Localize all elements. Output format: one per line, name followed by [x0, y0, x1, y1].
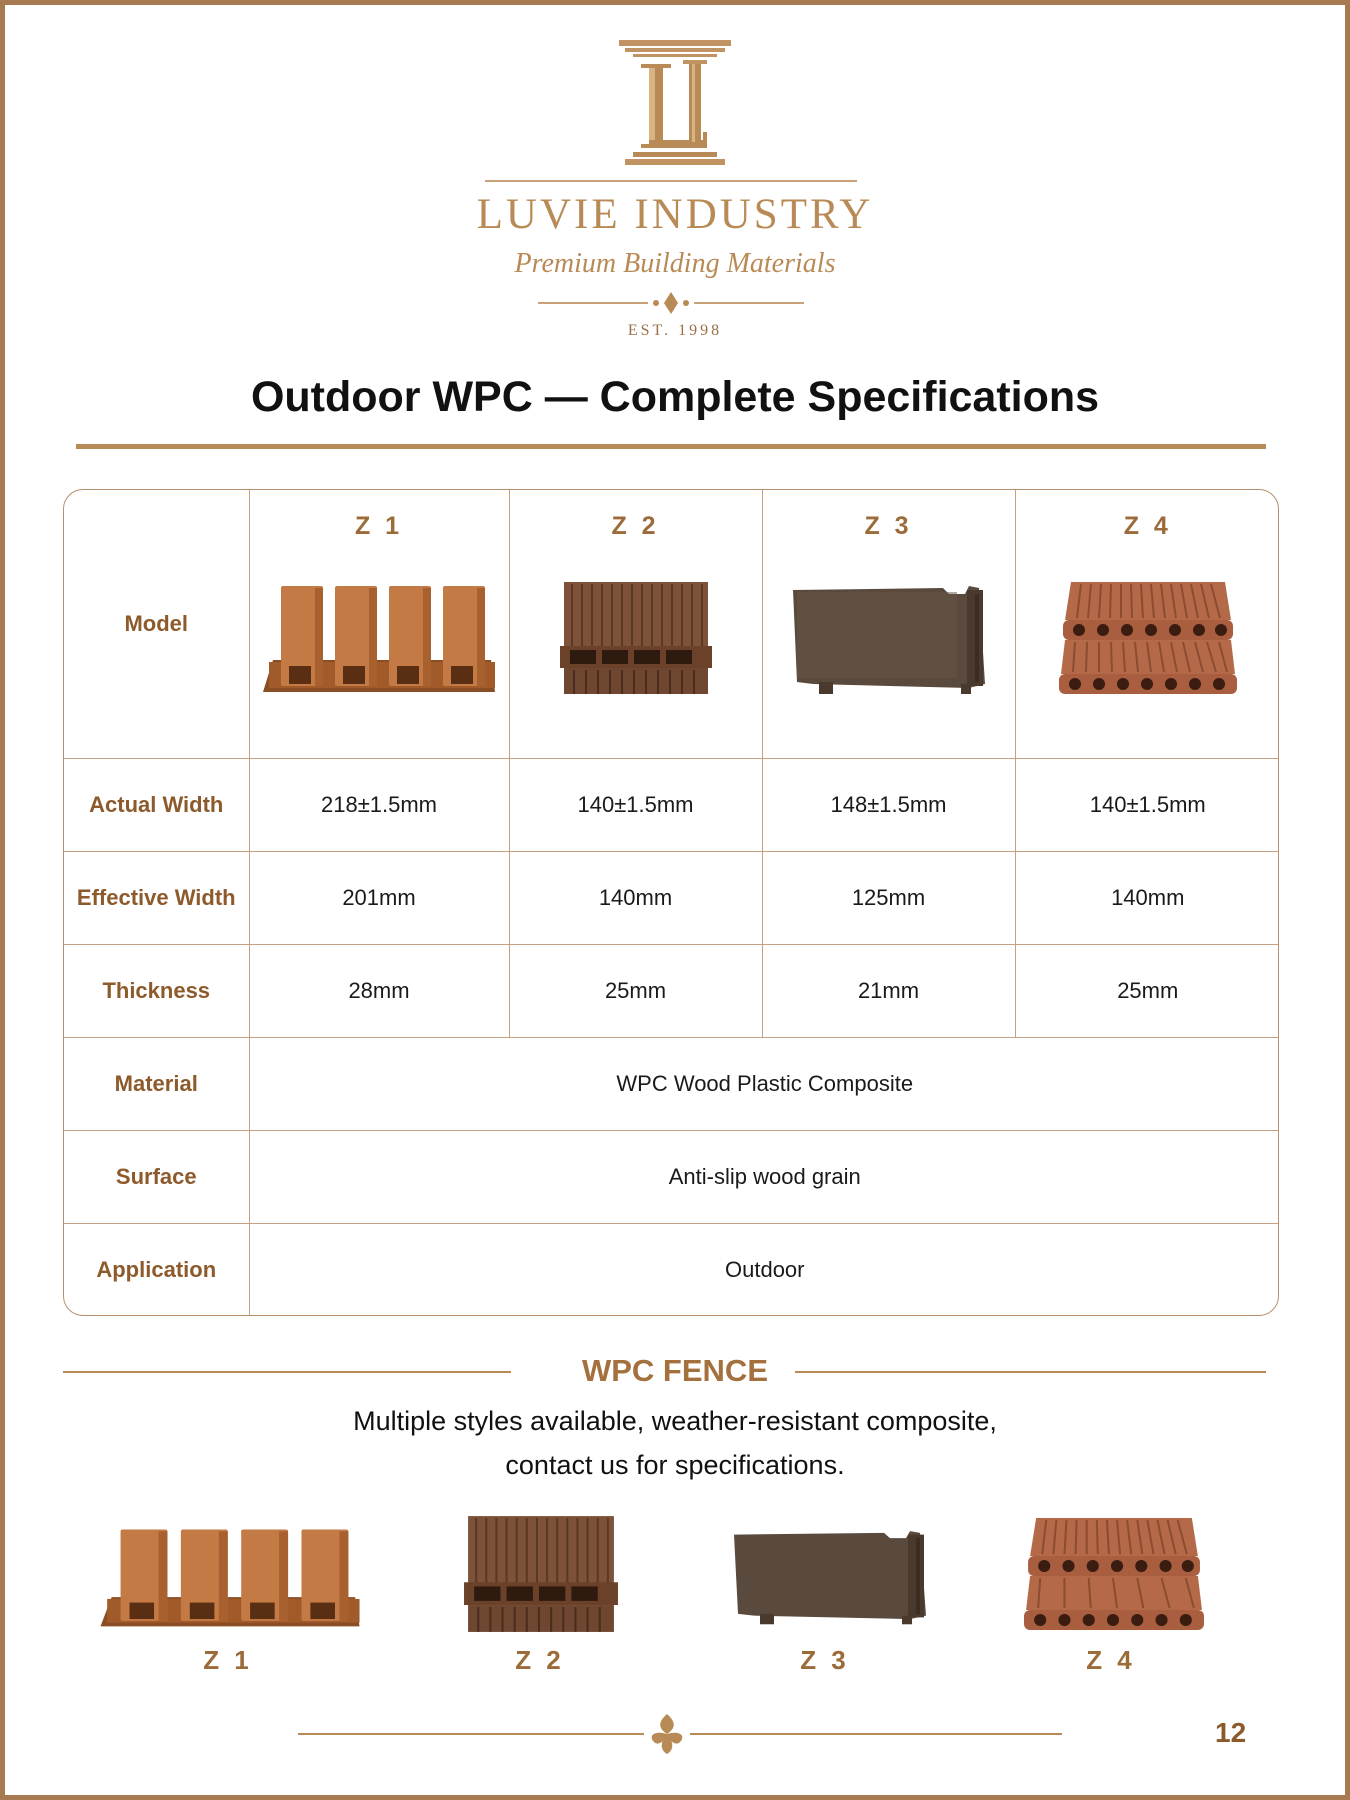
- page-number: 12: [1215, 1717, 1247, 1748]
- row-label-thickness: Thickness: [64, 944, 249, 1037]
- established-year: EST. 1998: [627, 322, 723, 339]
- fence-label-z1: Z 1: [203, 1645, 253, 1675]
- cell-value: 28mm: [249, 944, 509, 1037]
- model-name: Z 1: [354, 512, 404, 540]
- row-label-application: Application: [64, 1223, 249, 1316]
- cell-value: 140±1.5mm: [509, 758, 762, 851]
- header-divider-top: [485, 180, 857, 182]
- brand-name: LUVIE INDUSTRY: [476, 191, 874, 238]
- row-label-effective-width: Effective Width: [64, 851, 249, 944]
- model-cell-z4: [1015, 490, 1279, 758]
- cell-value: 218±1.5mm: [249, 758, 509, 851]
- model-cell-z2: [509, 490, 762, 758]
- cell-value: Anti-slip wood grain: [249, 1130, 1279, 1223]
- title-underline: [76, 444, 1266, 449]
- page-title: Outdoor WPC — Complete Specifications: [250, 373, 1100, 421]
- fence-z2-image: [462, 1514, 620, 1634]
- table-row-thickness: [64, 944, 1279, 1037]
- footer-ornament-divider: [298, 1712, 1062, 1756]
- fence-label-z3: Z 3: [800, 1645, 850, 1675]
- table-row-effective-width: [64, 851, 1279, 944]
- pillar-logo-icon: [619, 40, 731, 166]
- fence-z4-image: [1022, 1516, 1206, 1632]
- spec-table: [63, 489, 1279, 1316]
- row-label-material: Material: [64, 1037, 249, 1130]
- cell-value: WPC Wood Plastic Composite: [249, 1037, 1279, 1130]
- cell-value: 201mm: [249, 851, 509, 944]
- model-cell-z1: [249, 490, 509, 758]
- table-row-actual-width: [64, 758, 1279, 851]
- cell-value: 125mm: [762, 851, 1015, 944]
- fence-description-line-2: contact us for specifications.: [505, 1450, 845, 1480]
- row-label-actual-width: Actual Width: [64, 758, 249, 851]
- table-row-material: [64, 1037, 1279, 1130]
- fluted-panel-image: [259, 580, 499, 696]
- fence-z3-image: [730, 1526, 930, 1626]
- cell-value: 140mm: [509, 851, 762, 944]
- table-row-model: [64, 490, 1279, 758]
- table-row-application: [64, 1223, 1279, 1316]
- cell-value: 140mm: [1015, 851, 1279, 944]
- model-name: Z 2: [611, 512, 660, 540]
- cell-value: Outdoor: [249, 1223, 1279, 1316]
- cell-value: 21mm: [762, 944, 1015, 1037]
- row-label-surface: Surface: [64, 1130, 249, 1223]
- cell-value: 140±1.5mm: [1015, 758, 1279, 851]
- fence-label-z2: Z 2: [515, 1645, 565, 1675]
- fence-description-line-1: Multiple styles available, weather-resistant composite,: [353, 1406, 997, 1436]
- model-name: Z 4: [1123, 512, 1172, 540]
- fence-title: WPC FENCE: [582, 1353, 768, 1388]
- cell-value: 25mm: [509, 944, 762, 1037]
- flat-wall-board-image: [789, 580, 989, 696]
- round-hole-deck-image: [1057, 580, 1239, 696]
- table-row-surface: [64, 1130, 1279, 1223]
- model-name: Z 3: [864, 512, 913, 540]
- cell-value: 25mm: [1015, 944, 1279, 1037]
- cell-value: 148±1.5mm: [762, 758, 1015, 851]
- grooved-hollow-deck-image: [558, 580, 714, 696]
- header-ornament-divider: [538, 290, 804, 316]
- fence-z1-image: [96, 1524, 364, 1630]
- model-cell-z3: [762, 490, 1015, 758]
- brand-tagline: Premium Building Materials: [514, 248, 836, 279]
- row-label-model: Model: [64, 490, 249, 758]
- fence-label-z4: Z 4: [1086, 1645, 1136, 1675]
